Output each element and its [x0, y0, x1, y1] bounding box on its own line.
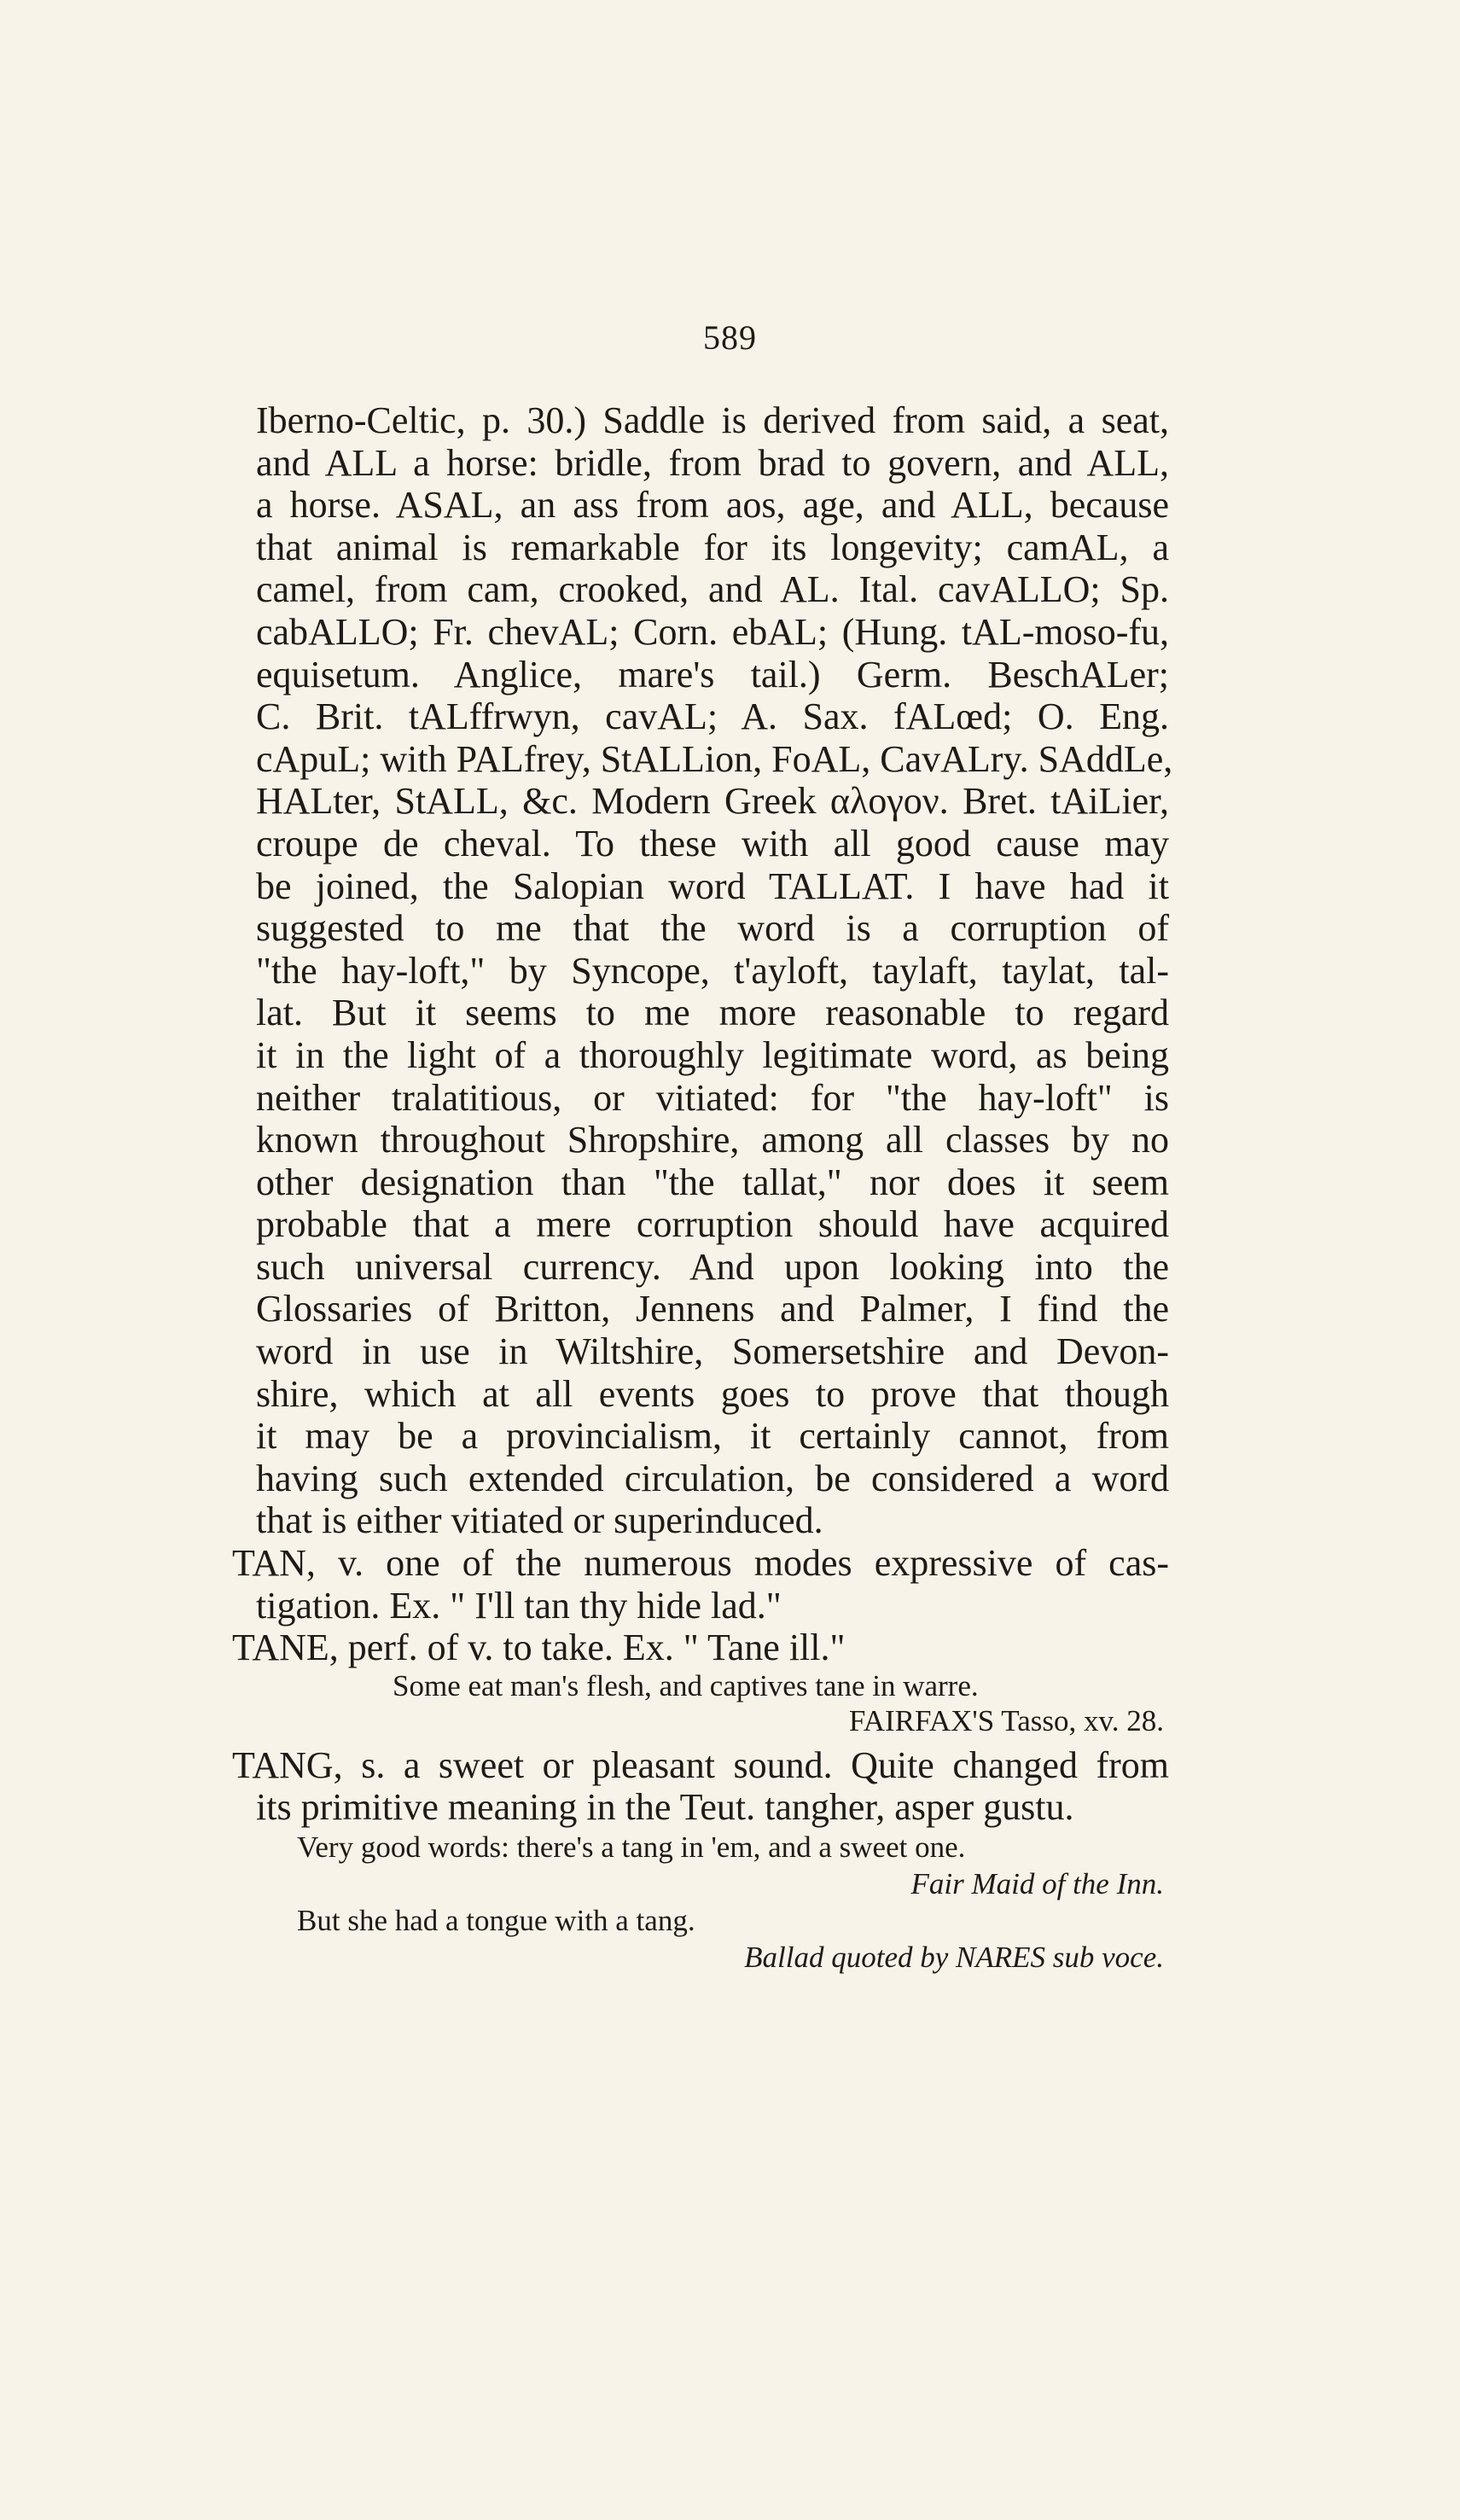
text-line: probable that a mere corruption should have acquired — [256, 1203, 1169, 1246]
text-line: that is either vitiated or superinduced. — [256, 1499, 823, 1542]
dictionary-page-body — [232, 399, 1173, 1976]
tane-attribution: FAIRFAX'S Tasso, xv. 28. — [848, 1703, 1164, 1737]
text-line: it may be a provincialism, it certainly cannot, from — [256, 1415, 1169, 1458]
text-line: "the hay-loft," by Syncope, t'ayloft, taylaft, taylat, tal- — [256, 949, 1169, 992]
tang-quotation: But she had a tongue with a tang. — [297, 1904, 695, 1937]
text-line: lat. But it seems to me more reasonable to regard — [256, 992, 1169, 1034]
text-line: known throughout Shropshire, among all classes by no — [256, 1119, 1169, 1161]
text-line: such universal currency. And upon looking into the — [256, 1245, 1169, 1288]
text-line: it in the light of a thoroughly legitimate word, as being — [256, 1033, 1169, 1076]
entry-tang — [232, 1743, 1169, 1976]
text-line: cApuL; with PALfrey, StALLion, FoAL, CavALry. SAddLe, — [256, 737, 1173, 780]
text-line: suggested to me that the word is a corruption of — [256, 907, 1169, 950]
text-line: that animal is remarkable for its longevity; camAL, a — [256, 526, 1169, 568]
text-line: shire, which at all events goes to prove that though — [256, 1372, 1169, 1415]
text-line: cabALLO; Fr. chevAL; Corn. ebAL; (Hung. tAL-moso-fu, — [256, 610, 1169, 653]
text-line: Iberno-Celtic, p. 30.) Saddle is derived from said, a seat, — [256, 399, 1169, 441]
entry-tane-line: TANE, perf. of v. to take. Ex. " Tane ill." — [232, 1627, 846, 1669]
text-line: equisetum. Anglice, mare's tail.) Germ. BeschALer; — [256, 653, 1169, 695]
tang-attribution: Ballad quoted by NARES sub voce. — [744, 1941, 1164, 1974]
entry-tane — [232, 1627, 1169, 1739]
tallat-paragraph — [256, 399, 1173, 1542]
entry-tang-line: TANG, s. a sweet or pleasant sound. Quite changed from — [232, 1743, 1169, 1786]
entry-tan — [232, 1542, 1169, 1627]
tang-quotation: Very good words: there's a tang in 'em, and a sweet one. — [297, 1830, 966, 1864]
text-line: and ALL a horse: bridle, from brad to govern, and ALL, — [256, 441, 1169, 484]
text-line: word in use in Wiltshire, Somersetshire and Devon- — [256, 1330, 1169, 1373]
text-line: neither tralatitious, or vitiated: for "the hay-loft" is — [256, 1076, 1169, 1119]
text-line: having such extended circulation, be considered a word — [256, 1457, 1169, 1499]
text-line: camel, from cam, crooked, and AL. Ital. cavALLO; Sp. — [256, 568, 1169, 611]
text-line: Glossaries of Britton, Jennens and Palmer, I find the — [256, 1288, 1169, 1330]
page-number: 589 — [703, 318, 757, 357]
text-line: C. Brit. tALffrwyn, cavAL; A. Sax. fALœd; O. Eng. — [256, 695, 1169, 738]
text-line: a horse. ASAL, an ass from aos, age, and ALL, because — [256, 484, 1169, 527]
tang-attribution: Fair Maid of the Inn. — [910, 1867, 1164, 1900]
tane-quotation: Some eat man's flesh, and captives tane in warre. — [393, 1668, 979, 1702]
entry-tan-line: tigation. Ex. " I'll tan thy hide lad." — [256, 1584, 782, 1627]
entry-tan-line: TAN, v. one of the numerous modes expressive of cas- — [232, 1542, 1169, 1585]
text-line: croupe de cheval. To these with all good cause may — [256, 822, 1169, 864]
entry-tang-line: its primitive meaning in the Teut. tangher, asper gustu. — [256, 1786, 1074, 1829]
text-line: other designation than "the tallat," nor does it seem — [256, 1161, 1169, 1203]
text-line: HALter, StALL, &c. Modern Greek αλογον. Bret. tAiLier, — [256, 780, 1169, 823]
text-line: be joined, the Salopian word TALLAT. I have had it — [256, 864, 1169, 907]
